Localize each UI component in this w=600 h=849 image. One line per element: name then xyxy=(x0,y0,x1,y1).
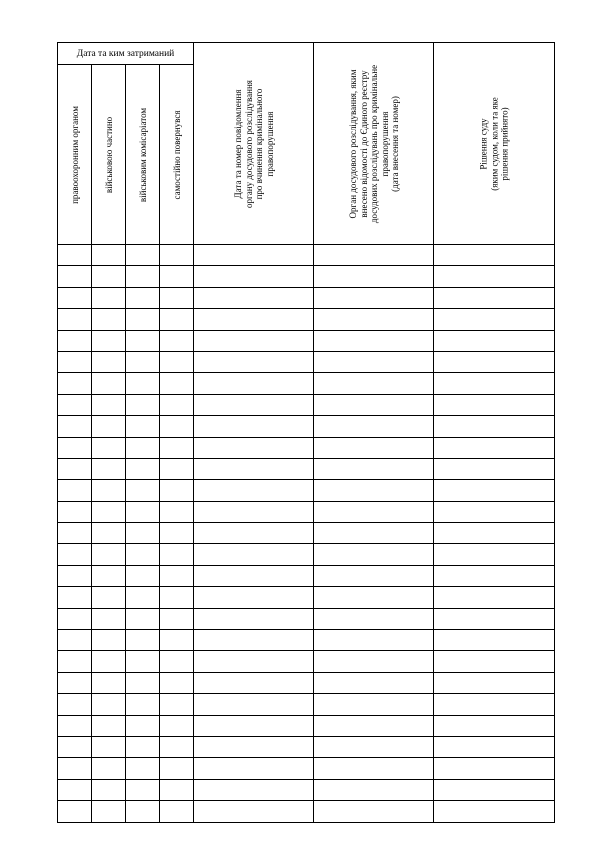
military-commissariat-column-header xyxy=(126,65,160,245)
header-line: рішення прийнято) xyxy=(499,106,510,181)
table-cell xyxy=(194,523,314,544)
table-row xyxy=(58,630,555,651)
table-cell xyxy=(160,801,194,822)
table-cell xyxy=(92,715,126,736)
table-cell xyxy=(58,587,92,608)
table-cell xyxy=(194,672,314,693)
table-cell xyxy=(194,587,314,608)
table-cell xyxy=(434,779,555,800)
table-cell xyxy=(314,672,434,693)
table-cell xyxy=(314,266,434,287)
table-cell xyxy=(314,565,434,586)
table-cell xyxy=(126,651,160,672)
table-cell xyxy=(434,801,555,822)
table-cell xyxy=(58,715,92,736)
table-cell xyxy=(160,758,194,779)
table-cell xyxy=(434,309,555,330)
table-cell xyxy=(434,416,555,437)
table-cell xyxy=(92,351,126,372)
table-cell xyxy=(92,758,126,779)
table-cell xyxy=(160,373,194,394)
table-row xyxy=(58,801,555,822)
table-cell xyxy=(160,394,194,415)
table-cell xyxy=(194,758,314,779)
table-row xyxy=(58,480,555,501)
table-cell xyxy=(314,309,434,330)
table-cell xyxy=(434,651,555,672)
table-cell xyxy=(160,351,194,372)
table-cell xyxy=(92,565,126,586)
table-cell xyxy=(92,544,126,565)
table-cell xyxy=(126,587,160,608)
table-row xyxy=(58,544,555,565)
table-cell xyxy=(194,608,314,629)
table-cell xyxy=(434,736,555,757)
table-cell xyxy=(434,630,555,651)
table-cell xyxy=(160,480,194,501)
table-row xyxy=(58,565,555,586)
table-row xyxy=(58,266,555,287)
table-cell xyxy=(160,266,194,287)
table-cell xyxy=(160,523,194,544)
table-cell xyxy=(126,458,160,479)
header-line: про вчинення кримінального xyxy=(253,88,264,199)
table-cell xyxy=(434,373,555,394)
table-cell xyxy=(194,330,314,351)
table-cell xyxy=(92,801,126,822)
table-cell xyxy=(314,736,434,757)
table-cell xyxy=(126,758,160,779)
table-cell xyxy=(314,501,434,522)
table-cell xyxy=(58,287,92,308)
table-cell xyxy=(126,523,160,544)
table-cell xyxy=(58,544,92,565)
table-cell xyxy=(126,287,160,308)
header-line: правопорушення xyxy=(264,111,274,176)
table-cell xyxy=(58,394,92,415)
table-cell xyxy=(194,309,314,330)
table-cell xyxy=(314,779,434,800)
table-cell xyxy=(58,416,92,437)
table-row xyxy=(58,437,555,458)
table-cell xyxy=(314,694,434,715)
table-cell xyxy=(434,458,555,479)
table-cell xyxy=(58,373,92,394)
detention-group-header: Дата та ким затриманий xyxy=(58,43,194,65)
header-line: військовим комісаріатом xyxy=(137,107,148,202)
table-cell xyxy=(126,480,160,501)
table-cell xyxy=(58,266,92,287)
table-cell xyxy=(160,694,194,715)
table-cell xyxy=(58,672,92,693)
table-cell xyxy=(126,394,160,415)
table-cell xyxy=(434,715,555,736)
table-cell xyxy=(92,694,126,715)
table-cell xyxy=(160,309,194,330)
table-cell xyxy=(58,501,92,522)
table-cell xyxy=(194,480,314,501)
table-cell xyxy=(194,651,314,672)
table-row xyxy=(58,651,555,672)
header-line: правоохоронним органом xyxy=(69,105,80,204)
table-row xyxy=(58,715,555,736)
table-cell xyxy=(126,351,160,372)
table-cell xyxy=(92,330,126,351)
court-decision-column-header xyxy=(434,43,555,245)
header-line: військовою частино xyxy=(103,116,114,193)
table-cell xyxy=(194,287,314,308)
table-cell xyxy=(58,523,92,544)
table-cell xyxy=(160,779,194,800)
table-cell xyxy=(194,394,314,415)
table-cell xyxy=(126,266,160,287)
table-cell xyxy=(92,245,126,266)
law-enforcement-column-header xyxy=(58,65,92,245)
table-cell xyxy=(160,501,194,522)
table-cell xyxy=(58,309,92,330)
table-cell xyxy=(126,416,160,437)
table-cell xyxy=(160,458,194,479)
table-cell xyxy=(92,416,126,437)
table-cell xyxy=(126,544,160,565)
table-cell xyxy=(58,758,92,779)
table-cell xyxy=(58,351,92,372)
table-row xyxy=(58,758,555,779)
table-cell xyxy=(434,608,555,629)
table-cell xyxy=(314,351,434,372)
header-line: правопорушення xyxy=(378,111,389,176)
table-cell xyxy=(434,266,555,287)
notification-column-header xyxy=(194,43,314,245)
table-cell xyxy=(58,801,92,822)
table-cell xyxy=(126,630,160,651)
table-row xyxy=(58,694,555,715)
table-cell xyxy=(92,394,126,415)
table-cell xyxy=(92,373,126,394)
table-cell xyxy=(314,758,434,779)
table-row xyxy=(58,587,555,608)
table-row xyxy=(58,416,555,437)
table-cell xyxy=(434,758,555,779)
table-cell xyxy=(314,437,434,458)
header-line: Рішення суду xyxy=(478,117,489,170)
table-row xyxy=(58,608,555,629)
table-cell xyxy=(92,266,126,287)
header-line: органу досудового розслідування xyxy=(243,79,253,208)
table-row xyxy=(58,736,555,757)
table-cell xyxy=(314,587,434,608)
table-cell xyxy=(434,245,555,266)
table-cell xyxy=(92,672,126,693)
table-cell xyxy=(58,330,92,351)
table-cell xyxy=(160,330,194,351)
table-cell xyxy=(126,715,160,736)
table-cell xyxy=(126,245,160,266)
table-cell xyxy=(194,565,314,586)
table-cell xyxy=(194,694,314,715)
table-cell xyxy=(434,480,555,501)
table-cell xyxy=(160,715,194,736)
header-line: (дата внесення та номер) xyxy=(389,95,400,192)
table-cell xyxy=(160,416,194,437)
table-cell xyxy=(160,245,194,266)
table-cell xyxy=(314,544,434,565)
table-cell xyxy=(160,651,194,672)
header-line: Орган досудового розслідування, яким xyxy=(347,69,358,218)
military-unit-column-header xyxy=(92,65,126,245)
table-cell xyxy=(58,608,92,629)
table-cell xyxy=(92,651,126,672)
table-cell xyxy=(92,437,126,458)
header-line: самостійно повернувся xyxy=(171,110,182,199)
table-cell xyxy=(160,736,194,757)
table-cell xyxy=(92,736,126,757)
table-cell xyxy=(126,801,160,822)
table-cell xyxy=(58,630,92,651)
table-cell xyxy=(92,501,126,522)
table-row xyxy=(58,330,555,351)
table-cell xyxy=(160,437,194,458)
table-cell xyxy=(92,630,126,651)
table-cell xyxy=(92,587,126,608)
table-cell xyxy=(194,416,314,437)
table-cell xyxy=(194,437,314,458)
table-cell xyxy=(126,779,160,800)
table-cell xyxy=(434,694,555,715)
table-cell xyxy=(434,351,555,372)
table-row xyxy=(58,672,555,693)
table-cell xyxy=(58,651,92,672)
table-cell xyxy=(434,565,555,586)
table-cell xyxy=(194,501,314,522)
header-line: внесено відомості до Єдиного реєстру xyxy=(357,69,368,218)
table-cell xyxy=(434,587,555,608)
table-cell xyxy=(194,373,314,394)
table-row xyxy=(58,501,555,522)
table-cell xyxy=(314,480,434,501)
table-row xyxy=(58,245,555,266)
table-cell xyxy=(58,694,92,715)
table-cell xyxy=(126,694,160,715)
table-cell xyxy=(92,779,126,800)
table-row xyxy=(58,351,555,372)
table-cell xyxy=(434,394,555,415)
table-cell xyxy=(160,587,194,608)
table-cell xyxy=(160,630,194,651)
investigation-column-header xyxy=(314,43,434,245)
table-cell xyxy=(194,458,314,479)
header-line: Дата та номер повідомлення xyxy=(232,89,243,198)
table-cell xyxy=(434,501,555,522)
table-row xyxy=(58,779,555,800)
table-cell xyxy=(58,565,92,586)
table-cell xyxy=(160,565,194,586)
table-cell xyxy=(314,651,434,672)
table-row xyxy=(58,523,555,544)
table-cell xyxy=(58,779,92,800)
table-cell xyxy=(126,608,160,629)
table-cell xyxy=(92,287,126,308)
table-cell xyxy=(314,394,434,415)
table-cell xyxy=(314,608,434,629)
self-returned-column-header xyxy=(160,65,194,245)
table-cell xyxy=(126,736,160,757)
table-cell xyxy=(314,245,434,266)
table-cell xyxy=(314,715,434,736)
table-cell xyxy=(126,501,160,522)
table-cell xyxy=(194,736,314,757)
table-cell xyxy=(314,801,434,822)
table-cell xyxy=(58,480,92,501)
register-table xyxy=(57,42,555,823)
table-cell xyxy=(92,523,126,544)
table-cell xyxy=(160,608,194,629)
header-line: досудових розслідувань про кримінальне xyxy=(368,64,379,223)
table-cell xyxy=(434,672,555,693)
table-cell xyxy=(160,544,194,565)
table-cell xyxy=(160,287,194,308)
table-cell xyxy=(126,437,160,458)
table-cell xyxy=(126,373,160,394)
table-cell xyxy=(126,565,160,586)
table-row xyxy=(58,458,555,479)
table-cell xyxy=(92,608,126,629)
table-cell xyxy=(314,330,434,351)
table-cell xyxy=(314,287,434,308)
table-cell xyxy=(194,779,314,800)
table-cell xyxy=(194,245,314,266)
table-cell xyxy=(194,801,314,822)
table-cell xyxy=(314,630,434,651)
table-cell xyxy=(314,416,434,437)
table-cell xyxy=(160,672,194,693)
table-cell xyxy=(434,287,555,308)
table-cell xyxy=(92,309,126,330)
table-cell xyxy=(314,373,434,394)
table-cell xyxy=(194,351,314,372)
table-body xyxy=(58,245,555,823)
table-cell xyxy=(126,330,160,351)
table-cell xyxy=(58,736,92,757)
table-cell xyxy=(434,544,555,565)
table-cell xyxy=(194,715,314,736)
table-cell xyxy=(126,309,160,330)
table-cell xyxy=(92,458,126,479)
table-cell xyxy=(58,437,92,458)
header-line: (яким судом, коли та яке xyxy=(488,96,499,191)
table-cell xyxy=(434,523,555,544)
table-cell xyxy=(126,672,160,693)
table-row xyxy=(58,394,555,415)
table-cell xyxy=(92,480,126,501)
table-cell xyxy=(194,266,314,287)
table-cell xyxy=(58,458,92,479)
table-cell xyxy=(194,544,314,565)
table-cell xyxy=(58,245,92,266)
table-cell xyxy=(314,458,434,479)
table-cell xyxy=(314,523,434,544)
table-row xyxy=(58,373,555,394)
table-cell xyxy=(194,630,314,651)
table-row xyxy=(58,287,555,308)
table-cell xyxy=(434,330,555,351)
table-row xyxy=(58,309,555,330)
table-cell xyxy=(434,437,555,458)
